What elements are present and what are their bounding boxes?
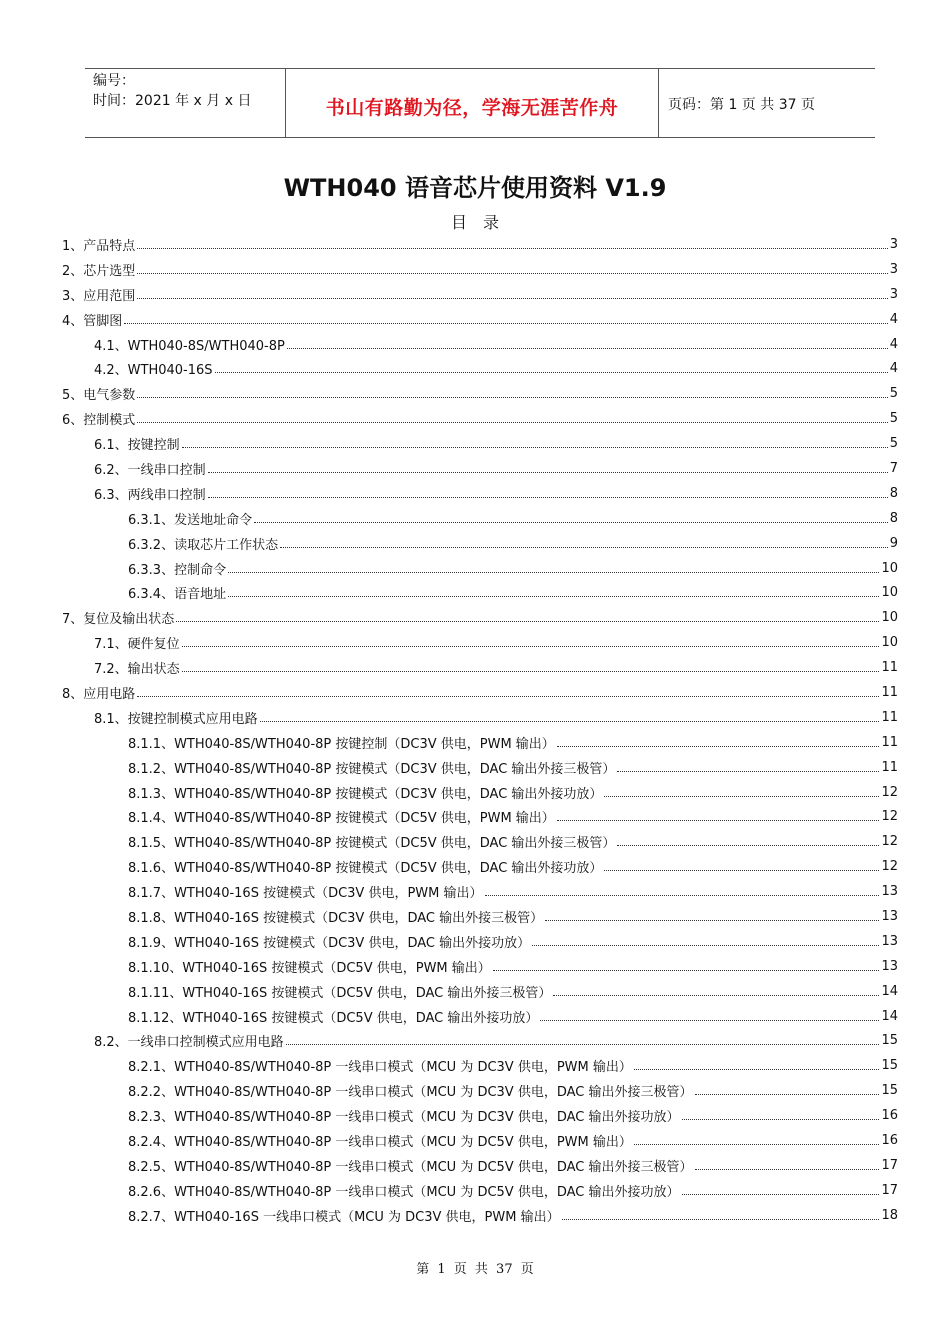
toc-entry[interactable]: [62, 954, 898, 979]
toc-entry[interactable]: [62, 232, 898, 257]
document-title: WTH040 语音芯片使用资料 V1.9: [283, 174, 667, 202]
toc-entry-page: 13: [881, 908, 898, 924]
toc-leader-dots: [228, 596, 879, 597]
toc-entry-page: 12: [881, 834, 898, 850]
toc-entry-page: 5: [889, 436, 898, 452]
toc-entry[interactable]: [62, 406, 898, 431]
toc-entry-page: 12: [881, 784, 898, 800]
toc-entry-page: 7: [889, 460, 898, 476]
toc-entry-page: 14: [881, 1008, 898, 1024]
time-label: 时间：2021 年 x 月 x 日: [93, 93, 252, 109]
toc-leader-dots: [545, 920, 879, 921]
toc-entry[interactable]: [62, 804, 898, 829]
toc-leader-dots: [562, 1219, 880, 1220]
toc-entry[interactable]: [62, 381, 898, 406]
toc-entry[interactable]: [62, 1128, 898, 1153]
toc-entry[interactable]: [62, 506, 898, 531]
toc-entry[interactable]: [62, 730, 898, 755]
toc-entry-page: 9: [889, 535, 898, 551]
toc-entry[interactable]: [62, 705, 898, 730]
toc-leader-dots: [682, 1119, 880, 1120]
toc-entry-label: 6.2、一线串口控制: [94, 462, 206, 478]
toc-leader-dots: [124, 323, 887, 324]
toc-entry[interactable]: [62, 605, 898, 630]
toc-entry-label: 8.1.1、WTH040-8S/WTH040-8P 按键控制（DC3V 供电，PWM 输出）: [128, 736, 555, 752]
toc-leader-dots: [254, 522, 888, 523]
header-divider: [658, 69, 659, 137]
toc-leader-dots: [532, 945, 879, 946]
toc-leader-dots: [287, 348, 888, 349]
toc-leader-dots: [695, 1094, 880, 1095]
toc-leader-dots: [137, 248, 887, 249]
toc-entry-page: 11: [881, 709, 898, 725]
toc-leader-dots: [137, 273, 887, 274]
number-label: 编号：: [93, 73, 135, 89]
toc-entry-page: 16: [881, 1108, 898, 1124]
toc-leader-dots: [540, 1020, 879, 1021]
toc-leader-dots: [695, 1169, 880, 1170]
toc-entry-label: 8.1、按键控制模式应用电路: [94, 711, 258, 727]
toc-entry-page: 3: [889, 236, 898, 252]
toc-entry[interactable]: [62, 929, 898, 954]
toc-entry[interactable]: [62, 854, 898, 879]
toc-entry-page: 17: [881, 1157, 898, 1173]
toc-entry[interactable]: [62, 580, 898, 605]
toc-entry-label: 8.1.5、WTH040-8S/WTH040-8P 按键模式（DC5V 供电，DAC 输出外接三极管）: [128, 836, 616, 852]
toc-entry-page: 11: [881, 660, 898, 676]
toc-leader-dots: [557, 746, 880, 747]
toc-entry-page: 11: [881, 734, 898, 750]
toc-leader-dots: [137, 422, 887, 423]
toc-entry[interactable]: [62, 1153, 898, 1178]
toc-entry-page: 13: [881, 958, 898, 974]
toc-entry-label: 8.2.6、WTH040-8S/WTH040-8P 一线串口模式（MCU 为 DC5V 供电，DAC 输出外接功放）: [128, 1184, 680, 1200]
toc-leader-dots: [682, 1194, 880, 1195]
toc-entry-label: 8.2.2、WTH040-8S/WTH040-8P 一线串口模式（MCU 为 DC3V 供电，DAC 输出外接三极管）: [128, 1085, 693, 1101]
toc-entry[interactable]: [62, 556, 898, 581]
toc-entry-page: 15: [881, 1083, 898, 1099]
toc-entry-label: 4.2、WTH040-16S: [94, 363, 213, 379]
toc-leader-dots: [634, 1144, 880, 1145]
toc-entry-page: 15: [881, 1058, 898, 1074]
toc-leader-dots: [182, 671, 880, 672]
toc-entry-label: 4.1、WTH040-8S/WTH040-8P: [94, 338, 285, 354]
toc-leader-dots: [604, 870, 879, 871]
toc-entry-label: 4、管脚图: [62, 313, 123, 329]
toc-entry[interactable]: [62, 1203, 898, 1228]
toc-leader-dots: [137, 696, 879, 697]
toc-entry-label: 6.1、按键控制: [94, 438, 180, 454]
toc-entry-label: 5、电气参数: [62, 388, 136, 404]
toc-entry[interactable]: [62, 1004, 898, 1029]
toc-entry[interactable]: [62, 257, 898, 282]
header-page-info: 页码：第 1 页 共 37 页: [668, 97, 815, 113]
toc-entry-page: 16: [881, 1133, 898, 1148]
toc-entry-label: 7.2、输出状态: [94, 662, 180, 678]
toc-entry-label: 8.1.10、WTH040-16S 按键模式（DC5V 供电，PWM 输出）: [128, 960, 491, 976]
toc-entry[interactable]: [62, 655, 898, 680]
toc-leader-dots: [215, 372, 888, 373]
toc-leader-dots: [228, 572, 879, 573]
toc-entry[interactable]: [62, 755, 898, 780]
toc-entry-label: 6.3.3、控制命令: [128, 562, 227, 578]
toc-entry-label: 7.1、硬件复位: [94, 637, 180, 653]
toc-entry[interactable]: [62, 979, 898, 1004]
toc-leader-dots: [634, 1069, 880, 1070]
toc-leader-dots: [137, 298, 887, 299]
toc-entry[interactable]: [62, 829, 898, 854]
toc-entry[interactable]: [62, 282, 898, 307]
toc-entry-label: 8.2.5、WTH040-8S/WTH040-8P 一线串口模式（MCU 为 DC5V 供电，DAC 输出外接三极管）: [128, 1159, 693, 1175]
toc-entry-page: 11: [881, 759, 898, 775]
toc-entry-page: 10: [881, 635, 898, 651]
toc-entry-label: 8.1.4、WTH040-8S/WTH040-8P 按键模式（DC5V 供电，PWM 输出）: [128, 811, 555, 827]
toc-entry-page: 8: [889, 510, 898, 526]
page-header: [85, 68, 875, 138]
toc-entry-label: 2、芯片选型: [62, 263, 136, 279]
toc-entry[interactable]: [62, 780, 898, 805]
toc-entry-page: 4: [889, 311, 898, 327]
page-footer: 第 1 页 共 37 页: [416, 1262, 534, 1277]
toc-entry[interactable]: [62, 680, 898, 705]
toc-entry-label: 8、应用电路: [62, 686, 136, 702]
toc-entry-label: 8.1.2、WTH040-8S/WTH040-8P 按键模式（DC3V 供电，DAC 输出外接三极管）: [128, 761, 616, 777]
toc-leader-dots: [137, 397, 887, 398]
toc-leader-dots: [280, 547, 888, 548]
toc-entry[interactable]: [62, 332, 898, 357]
header-meta: [93, 71, 251, 111]
toc-entry-label: 8.1.6、WTH040-8S/WTH040-8P 按键模式（DC5V 供电，DAC 输出外接功放）: [128, 861, 603, 877]
toc-entry-page: 10: [881, 560, 898, 576]
toc-entry[interactable]: [62, 531, 898, 556]
toc-entry-page: 15: [881, 1033, 898, 1049]
toc-entry-label: 7、复位及输出状态: [62, 612, 175, 628]
toc-entry[interactable]: [62, 1078, 898, 1103]
toc-entry-page: 5: [889, 386, 898, 402]
toc-leader-dots: [617, 845, 879, 846]
toc-entry[interactable]: [62, 456, 898, 481]
toc-entry[interactable]: [62, 356, 898, 381]
toc-entry-label: 6.3.4、语音地址: [128, 587, 227, 603]
toc-entry-label: 6.3、两线串口控制: [94, 487, 206, 503]
toc-entry-page: 8: [889, 485, 898, 501]
toc-leader-dots: [208, 472, 888, 473]
toc-entry-label: 6.3.1、发送地址命令: [128, 512, 253, 528]
toc-entry-label: 8.1.3、WTH040-8S/WTH040-8P 按键模式（DC3V 供电，DAC 输出外接功放）: [128, 786, 603, 802]
toc-entry-page: 10: [881, 585, 898, 601]
toc-leader-dots: [182, 646, 880, 647]
toc-entry-page: 18: [881, 1207, 898, 1223]
toc-entry-page: 12: [881, 859, 898, 875]
toc-entry[interactable]: [62, 630, 898, 655]
toc-entry-label: 1、产品特点: [62, 238, 136, 254]
toc-leader-dots: [286, 1044, 880, 1045]
toc-entry-page: 11: [881, 684, 898, 700]
toc-entry-page: 4: [889, 361, 898, 377]
toc-entry[interactable]: [62, 307, 898, 332]
toc-entry-page: 17: [881, 1182, 898, 1198]
toc-leader-dots: [485, 895, 880, 896]
toc-entry-page: 12: [881, 809, 898, 825]
toc-leader-dots: [260, 721, 880, 722]
toc-leader-dots: [493, 970, 880, 971]
toc-entry-label: 3、应用范围: [62, 288, 136, 304]
toc-entry-label: 8.2.7、WTH040-16S 一线串口模式（MCU 为 DC3V 供电，PWM 输出）: [128, 1209, 560, 1225]
toc-entry[interactable]: [62, 1178, 898, 1203]
toc-entry[interactable]: [62, 1103, 898, 1128]
toc-entry-label: 8.2.4、WTH040-8S/WTH040-8P 一线串口模式（MCU 为 DC5V 供电，PWM 输出）: [128, 1135, 632, 1150]
toc-leader-dots: [617, 771, 879, 772]
toc-entry[interactable]: [62, 481, 898, 506]
toc-leader-dots: [182, 447, 888, 448]
toc-entry-page: 14: [881, 983, 898, 999]
toc-entry-label: 8.2、一线串口控制模式应用电路: [94, 1035, 284, 1051]
table-of-contents: [62, 232, 898, 1228]
toc-entry-page: 5: [889, 411, 898, 427]
toc-entry[interactable]: [62, 1029, 898, 1054]
toc-entry-label: 8.1.11、WTH040-16S 按键模式（DC5V 供电，DAC 输出外接三极管）: [128, 985, 552, 1001]
toc-entry[interactable]: [62, 431, 898, 456]
toc-leader-dots: [557, 820, 880, 821]
toc-entry-page: 3: [889, 261, 898, 277]
toc-leader-dots: [208, 497, 888, 498]
toc-entry-page: 3: [889, 286, 898, 302]
toc-entry-page: 13: [881, 884, 898, 900]
toc-entry-label: 8.2.3、WTH040-8S/WTH040-8P 一线串口模式（MCU 为 DC3V 供电，DAC 输出外接功放）: [128, 1110, 680, 1126]
toc-entry-page: 13: [881, 933, 898, 949]
toc-entry-label: 8.1.7、WTH040-16S 按键模式（DC3V 供电，PWM 输出）: [128, 886, 483, 902]
toc-entry-page: 10: [881, 610, 898, 626]
toc-entry[interactable]: [62, 879, 898, 904]
toc-entry-label: 6.3.2、读取芯片工作状态: [128, 537, 279, 553]
toc-heading: 目录: [450, 213, 515, 232]
toc-entry-label: 8.2.1、WTH040-8S/WTH040-8P 一线串口模式（MCU 为 DC3V 供电，PWM 输出）: [128, 1060, 632, 1076]
toc-leader-dots: [604, 796, 879, 797]
toc-entry-label: 8.1.12、WTH040-16S 按键模式（DC5V 供电，DAC 输出外接功放）: [128, 1010, 539, 1026]
toc-leader-dots: [176, 621, 879, 622]
toc-entry[interactable]: [62, 904, 898, 929]
toc-entry-label: 8.1.9、WTH040-16S 按键模式（DC3V 供电，DAC 输出外接功放）: [128, 935, 531, 951]
toc-entry-label: 6、控制模式: [62, 413, 136, 429]
toc-entry-page: 4: [889, 336, 898, 352]
toc-leader-dots: [553, 995, 879, 996]
toc-entry-label: 8.1.8、WTH040-16S 按键模式（DC3V 供电，DAC 输出外接三极管）: [128, 910, 544, 926]
toc-entry[interactable]: [62, 1053, 898, 1078]
header-motto: 书山有路勤为径，学海无涯苦作舟: [325, 97, 619, 119]
